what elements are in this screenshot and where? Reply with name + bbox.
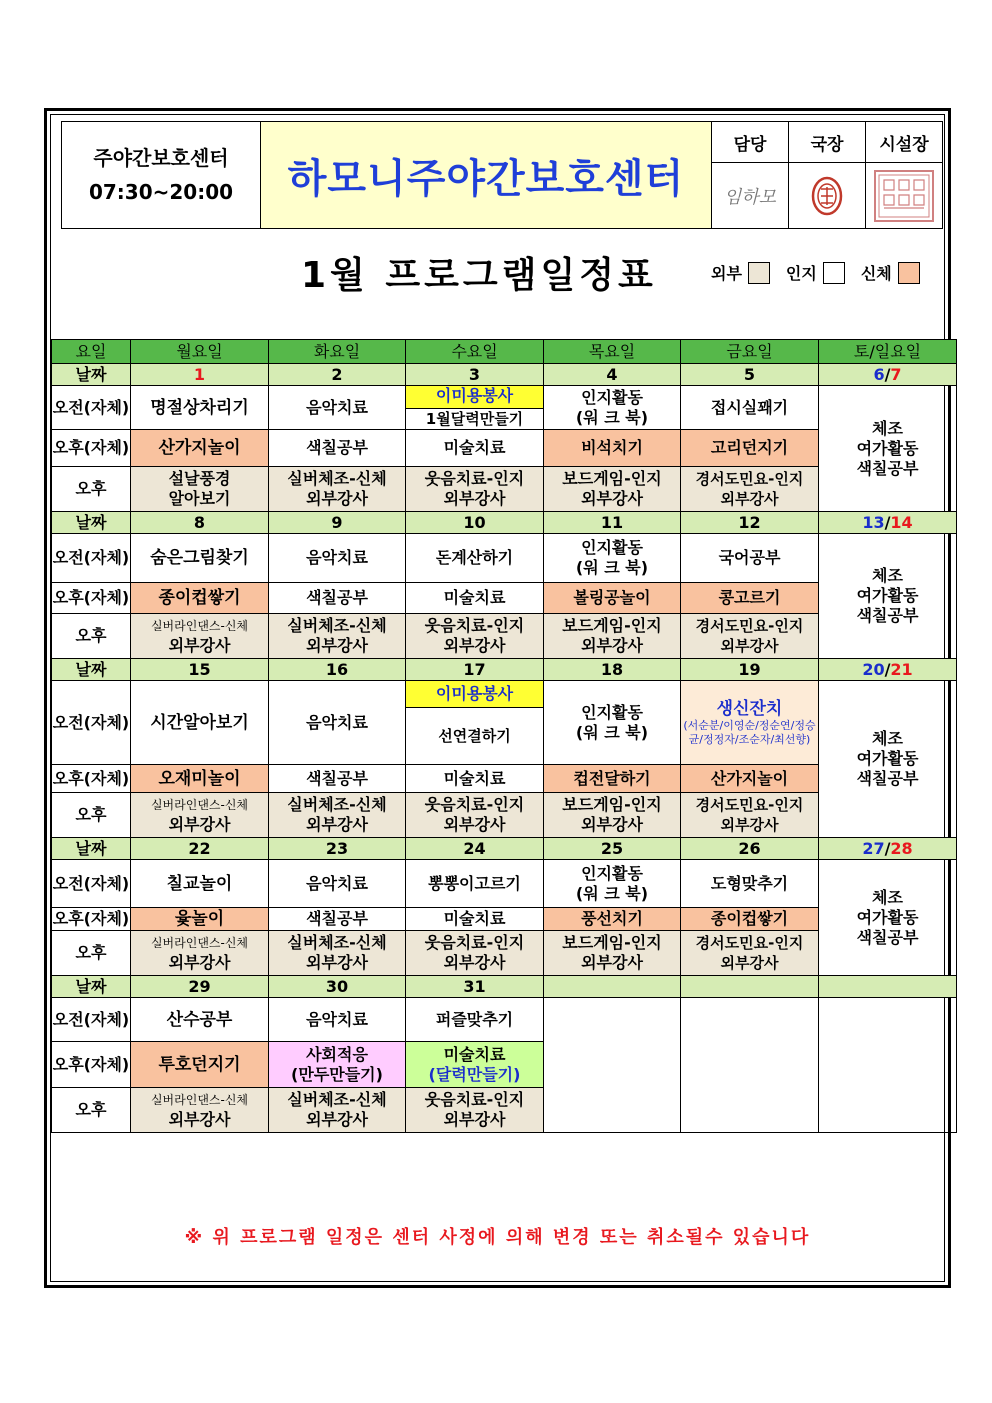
row-label: 오후(자체) (52, 765, 131, 793)
program-cell: 실버체조-신체 외부강사 (269, 1088, 406, 1133)
date-cell: 25 (544, 838, 681, 860)
row-label: 날짜 (52, 512, 131, 534)
weekend-date-cell: 27/28 (819, 838, 957, 860)
program-cell: 실버라인댄스-신체 (150, 798, 249, 812)
header-row (52, 340, 957, 364)
date-row (52, 512, 957, 534)
column-header: 목요일 (544, 340, 681, 364)
program-cell: 외부강사 (168, 1110, 231, 1129)
empty-cell (819, 998, 957, 1133)
am-row (52, 681, 957, 765)
weekend-date-cell: 6/7 (819, 364, 957, 386)
program-cell: 미술치료 (443, 1044, 506, 1064)
page-frame (44, 108, 951, 1288)
am-row (52, 998, 957, 1042)
weekend-item: 체조 (872, 887, 903, 907)
notice-text: ※ 위 프로그램 일정은 센터 사정에 의해 변경 또는 취소될수 있습니다 (184, 1227, 811, 1248)
sat-date: 6 (873, 364, 885, 384)
row-label: 날짜 (52, 659, 131, 681)
legend-label: 신체 (860, 264, 892, 283)
row-label: 오전(자체) (52, 386, 131, 430)
program-cell: 외부강사 (168, 815, 231, 834)
column-header: 수요일 (406, 340, 544, 364)
sun-date: 28 (890, 838, 913, 858)
date-cell: 22 (131, 838, 269, 860)
program-cell: 실버체조-신체 외부강사 (269, 793, 406, 838)
row-label: 오전(자체) (52, 998, 131, 1042)
program-cell: 컵전달하기 (544, 765, 681, 793)
row-label: 오전(자체) (52, 681, 131, 765)
weekend-cell (819, 860, 957, 976)
program-cell: 색칠공부 (269, 583, 406, 614)
program-cell: 보드게임-인지 외부강사 (544, 793, 681, 838)
date-row (52, 838, 957, 860)
program-cell: 웃음치료-인지 외부강사 (406, 614, 544, 659)
date-cell: 24 (406, 838, 544, 860)
program-cell: 색칠공부 (269, 430, 406, 467)
program-cell: 종이컵쌓기 (131, 583, 269, 614)
approval-box (712, 122, 942, 228)
director-seal-icon (789, 163, 865, 228)
row-label: 오후 (52, 793, 131, 838)
program-cell: 명절상차리기 (131, 386, 269, 430)
legend-swatch-external (748, 262, 770, 284)
approval-label: 시설장 (866, 122, 942, 163)
weekend-item: 여가활동 (856, 438, 919, 458)
date-cell: 26 (681, 838, 819, 860)
weekend-item: 색칠공부 (856, 769, 919, 788)
date-cell: 19 (681, 659, 819, 681)
row-label: 오후(자체) (52, 430, 131, 467)
signature-text: 임하모 (723, 186, 777, 208)
sat-date: 27 (862, 838, 885, 858)
program-cell: 실버체조-신체 외부강사 (269, 931, 406, 976)
approval-head (866, 122, 942, 228)
program-cell: 이미용봉사 (406, 681, 543, 708)
legend-swatch-physical (898, 262, 920, 284)
date-cell: 8 (131, 512, 269, 534)
weekend-item: 체조 (872, 566, 903, 585)
program-cell: 보드게임-인지 외부강사 (544, 467, 681, 512)
program-cell: 볼링공놀이 (544, 583, 681, 614)
program-cell-split (406, 386, 544, 430)
am-row (52, 534, 957, 583)
column-header: 금요일 (681, 340, 819, 364)
program-cell: 웃음치료-인지 외부강사 (406, 931, 544, 976)
program-cell: (달력만들기) (428, 1064, 521, 1084)
row-label: 오전(자체) (52, 534, 131, 583)
weekend-item: 여가활동 (856, 586, 919, 605)
program-cell: 보드게임-인지 외부강사 (544, 614, 681, 659)
weekend-date-cell: 13/14 (819, 512, 957, 534)
program-cell: 경서도민요-인지 외부강사 (681, 467, 819, 512)
program-cell: 음악치료 (269, 386, 406, 430)
program-cell: 인지활동 (워 크 북) (544, 534, 681, 583)
weekend-item: 색칠공부 (856, 458, 919, 478)
sun-date: 21 (890, 659, 913, 679)
program-cell: 뽕뽕이고르기 (406, 860, 544, 908)
program-cell: 미술치료 (406, 908, 544, 931)
approval-label: 국장 (789, 122, 865, 163)
program-cell: 색칠공부 (269, 765, 406, 793)
program-cell: 콩고르기 (681, 583, 819, 614)
sun-date: 14 (890, 512, 913, 532)
program-cell: 산수공부 (131, 998, 269, 1042)
program-cell-split (406, 1042, 544, 1088)
row-label: 오후 (52, 1088, 131, 1133)
program-cell: 웃음치료-인지 외부강사 (406, 793, 544, 838)
row-label: 날짜 (52, 976, 131, 998)
program-cell: 산가지놀이 (681, 765, 819, 793)
weekend-date-cell: 20/21 (819, 659, 957, 681)
page-inner (50, 114, 945, 1282)
org-hours: 07:30~20:00 (88, 180, 234, 204)
weekend-item: 체조 (872, 729, 903, 748)
weekend-item: 체조 (872, 418, 903, 438)
program-cell: 미술치료 (406, 430, 544, 467)
program-cell: 색칠공부 (269, 908, 406, 931)
birthday-names: (서순분/이영순/정순연/정승균/정정자/조순자/최선향) (683, 718, 816, 746)
row-label: 날짜 (52, 838, 131, 860)
date-row (52, 659, 957, 681)
legend (711, 261, 930, 284)
date-cell: 11 (544, 512, 681, 534)
program-cell: 윷놀이 (131, 908, 269, 931)
program-cell: 외부강사 (168, 953, 231, 972)
program-cell-split (406, 681, 544, 765)
program-cell: 종이컵쌓기 (681, 908, 819, 931)
program-cell: 실버라인댄스-신체 (150, 936, 249, 950)
program-cell: 투호던지기 (131, 1042, 269, 1088)
date-cell: 9 (269, 512, 406, 534)
column-header: 월요일 (131, 340, 269, 364)
program-cell: 외부강사 (168, 636, 231, 655)
legend-label: 인지 (785, 264, 817, 283)
approval-director (789, 122, 866, 228)
program-cell: 인지활동 (워 크 북) (544, 860, 681, 908)
program-cell: 시간알아보기 (131, 681, 269, 765)
program-cell: 보드게임-인지 외부강사 (544, 931, 681, 976)
date-cell: 16 (269, 659, 406, 681)
date-cell: 31 (406, 976, 544, 998)
program-cell: 인지활동 (워 크 북) (544, 386, 681, 430)
program-cell-split (131, 931, 269, 976)
date-cell: 23 (269, 838, 406, 860)
row-label: 오전(자체) (52, 860, 131, 908)
program-cell: 인지활동 (워 크 북) (544, 681, 681, 765)
program-cell: 돈계산하기 (406, 534, 544, 583)
empty-cell (681, 998, 819, 1133)
legend-swatch-cognitive (823, 262, 845, 284)
header-box (61, 121, 943, 229)
weekend-item: 색칠공부 (856, 927, 919, 947)
weekend-cell (819, 681, 957, 838)
program-cell: 웃음치료-인지 외부강사 (406, 467, 544, 512)
program-cell: 산가지놀이 (131, 430, 269, 467)
weekend-cell (819, 534, 957, 659)
column-header: 토/일요일 (819, 340, 957, 364)
program-cell: 경서도민요-인지 외부강사 (681, 793, 819, 838)
program-cell: 음악치료 (269, 534, 406, 583)
program-cell: 오재미놀이 (131, 765, 269, 793)
program-cell: 음악치료 (269, 860, 406, 908)
date-cell: 10 (406, 512, 544, 534)
row-label: 오후(자체) (52, 1042, 131, 1088)
date-cell: 15 (131, 659, 269, 681)
program-cell: 국어공부 (681, 534, 819, 583)
date-cell: 2 (269, 364, 406, 386)
am-row (52, 860, 957, 908)
program-cell-birthday (681, 681, 819, 765)
row-label: 오후 (52, 614, 131, 659)
weekend-item: 여가활동 (856, 749, 919, 768)
sat-date: 13 (862, 512, 885, 532)
program-cell: 실버라인댄스-신체 (150, 619, 249, 633)
date-cell: 17 (406, 659, 544, 681)
weekend-item: 여가활동 (856, 907, 919, 927)
date-cell: 1 (131, 364, 269, 386)
date-row (52, 364, 957, 386)
approval-manager (712, 122, 789, 228)
program-cell: 칠교놀이 (131, 860, 269, 908)
program-cell-split (131, 614, 269, 659)
program-cell: 음악치료 (269, 681, 406, 765)
page-heading: 1월 프로그램일정표 (301, 255, 657, 296)
am-row (52, 386, 957, 430)
date-cell (544, 976, 681, 998)
org-name: 주야간보호센터 (93, 146, 229, 170)
weekend-date-cell (819, 976, 957, 998)
approval-label: 담당 (712, 122, 788, 163)
date-cell: 30 (269, 976, 406, 998)
date-cell: 12 (681, 512, 819, 534)
column-header: 요일 (52, 340, 131, 364)
program-cell: 퍼즐맞추기 (406, 998, 544, 1042)
program-cell: 실버라인댄스-신체 (150, 1093, 249, 1107)
program-cell: 실버체조-신체 외부강사 (269, 467, 406, 512)
program-cell: 풍선치기 (544, 908, 681, 931)
program-cell: 설날풍경 알아보기 (131, 467, 269, 512)
program-cell: 웃음치료-인지 외부강사 (406, 1088, 544, 1133)
program-cell: 음악치료 (269, 998, 406, 1042)
signature-manager (712, 163, 788, 228)
program-cell: 미술치료 (406, 583, 544, 614)
legend-label: 외부 (711, 264, 742, 283)
facility-seal-icon (866, 163, 942, 228)
date-row (52, 976, 957, 998)
program-cell: 실버체조-신체 외부강사 (269, 614, 406, 659)
program-cell: 경서도민요-인지 외부강사 (681, 614, 819, 659)
row-label: 오후(자체) (52, 583, 131, 614)
date-cell: 18 (544, 659, 681, 681)
row-label: 날짜 (52, 364, 131, 386)
row-label: 오후 (52, 467, 131, 512)
row-label: 오후(자체) (52, 908, 131, 931)
center-title: 하모니주야간보호센터 (261, 122, 712, 228)
date-cell: 29 (131, 976, 269, 998)
program-cell-split (131, 793, 269, 838)
column-header: 화요일 (269, 340, 406, 364)
date-cell (681, 976, 819, 998)
sun-date: 7 (890, 364, 902, 384)
empty-cell (544, 998, 681, 1133)
program-cell: 접시실꽤기 (681, 386, 819, 430)
date-cell: 5 (681, 364, 819, 386)
date-cell: 4 (544, 364, 681, 386)
program-cell: 사회적응 (만두만들기) (269, 1042, 406, 1088)
program-cell: 1월달력만들기 (425, 410, 524, 428)
program-cell: 도형맞추기 (681, 860, 819, 908)
program-cell-split (131, 1088, 269, 1133)
program-cell: 고리던지기 (681, 430, 819, 467)
schedule-table (51, 339, 957, 1133)
sat-date: 20 (862, 659, 885, 679)
weekend-item: 색칠공부 (856, 606, 919, 625)
org-info (62, 122, 261, 228)
program-cell: 미술치료 (406, 765, 544, 793)
program-cell: 숨은그림찾기 (131, 534, 269, 583)
program-cell: 생신잔치 (716, 698, 783, 719)
program-cell: 이미용봉사 (406, 386, 543, 409)
program-cell: 비석치기 (544, 430, 681, 467)
row-label: 오후 (52, 931, 131, 976)
program-cell: 선연결하기 (438, 727, 511, 745)
date-cell: 3 (406, 364, 544, 386)
program-cell: 경서도민요-인지 외부강사 (681, 931, 819, 976)
weekend-cell (819, 386, 957, 512)
